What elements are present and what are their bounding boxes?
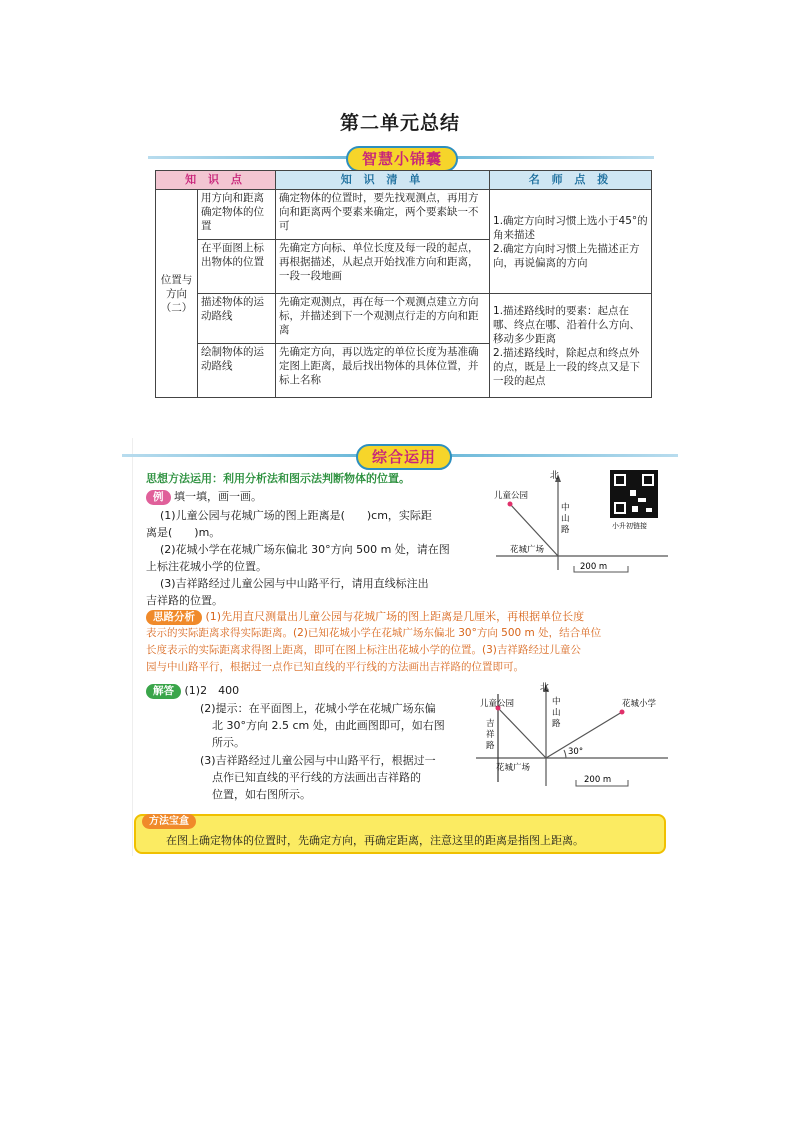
answer-1-text: (1)2 400 bbox=[184, 684, 240, 697]
answer-tag: 解答 bbox=[146, 684, 181, 699]
banner-title: 综合运用 bbox=[356, 444, 452, 470]
answer-1 bbox=[146, 682, 446, 699]
road-label: 中山路 bbox=[552, 697, 561, 729]
analysis-text: (1)先用直尺测量出儿童公园与花城广场的图上距离是几厘米，再根据单位长度 bbox=[205, 610, 585, 623]
page-title: 第二单元总结 bbox=[339, 112, 460, 134]
category-cell: 位置与方向（二） bbox=[156, 190, 198, 398]
example-text: 填一填，画一画。 bbox=[174, 490, 262, 503]
tip-cell: 1.描述路线时的要素：起点在哪、终点在哪、沿着什么方向、移动多少距离 2.描述路线时，除起点和终点外的点，既是上一段的终点又是下一段的起点 bbox=[490, 294, 652, 398]
content-cell: 先确定观测点，再在每一个观测点建立方向标，并描述到下一个观测点行走的方向和距离 bbox=[276, 294, 490, 344]
map-figure-1 bbox=[488, 470, 674, 582]
answer-line: 北 30°方向 2.5 cm 处，由此画图即可，如右图 bbox=[212, 719, 445, 732]
header-content: 知 识 清 单 bbox=[276, 171, 490, 190]
header-point: 知 识 点 bbox=[156, 171, 276, 190]
content-cell: 确定物体的位置时，要先找观测点，再用方向和距离两个要素来确定，两个要素缺一不可 bbox=[276, 190, 490, 240]
tip-cell: 1.确定方向时习惯上选小于45°的角来描述 2.确定方向时习惯上先描述正方向，再说偏离的方向 bbox=[490, 190, 652, 294]
content-cell: 先确定方向标、单位长度及每一段的起点，再根据描述，从起点开始找准方向和距离，一段一段地画 bbox=[276, 240, 490, 294]
example-intro bbox=[146, 488, 506, 505]
answer-line: (3)吉祥路经过儿童公园与中山路平行，根据过一 bbox=[200, 754, 436, 767]
question-1a: (1)儿童公园与花城广场的图上距离是( )cm，实际距 bbox=[160, 509, 432, 522]
scale-label: 200 m bbox=[584, 775, 612, 785]
scale-label: 200 m bbox=[580, 562, 608, 572]
answer-line: 位置，如右图所示。 bbox=[212, 788, 311, 801]
question-3b: 吉祥路的位置。 bbox=[146, 594, 223, 607]
road-label: 中山路 bbox=[561, 503, 570, 535]
method-tag: 方法宝盒 bbox=[142, 814, 196, 829]
answer-2 bbox=[200, 700, 490, 751]
question-2a: (2)花城小学在花城广场东偏北 30°方向 500 m 处，请在图 bbox=[160, 543, 450, 556]
school-label: 花城小学 bbox=[622, 699, 657, 709]
summary-table bbox=[155, 170, 652, 398]
answer-line: (2)提示：在平面图上，花城小学在花城广场东偏 bbox=[200, 702, 436, 715]
analysis-line: 长度表示的实际距离求得图上距离，即可在图上标注出花城小学的位置。(3)吉祥路经过儿童公 bbox=[146, 644, 581, 656]
header-tips: 名 师 点 拨 bbox=[490, 171, 652, 190]
park-label: 儿童公园 bbox=[494, 491, 529, 501]
analysis-line: 园与中山路平行，根据过一点作已知直线的平行线的方法画出吉祥路的位置即可。 bbox=[146, 661, 524, 673]
qr-caption: 小升初链接 bbox=[612, 522, 647, 530]
point-cell: 在平面图上标出物体的位置 bbox=[198, 240, 276, 294]
method-note: 在图上确定物体的位置时，先确定方向，再确定距离，注意这里的距离是指图上距离。 bbox=[166, 834, 584, 847]
question-3a: (3)吉祥路经过儿童公园与中山路平行，请用直线标注出 bbox=[160, 577, 429, 590]
example-tag: 例 bbox=[146, 490, 171, 505]
section1-banner bbox=[148, 146, 654, 172]
analysis-line bbox=[146, 608, 676, 625]
angle-label: 30° bbox=[568, 747, 584, 757]
content-cell: 先确定方向，再以选定的单位长度为基准确定图上距离，最后找出物体的具体位置，并标上名称 bbox=[276, 344, 490, 398]
table-row bbox=[156, 294, 652, 344]
answer-line: 点作已知直线的平行线的方法画出吉祥路的 bbox=[212, 771, 421, 784]
road2-label: 吉祥路 bbox=[486, 719, 495, 751]
park-dot bbox=[508, 502, 513, 507]
analysis-line: 表示的实际距离求得实际距离。(2)已知花城小学在花城广场东偏北 30°方向 500 m 处，结合单位 bbox=[146, 627, 602, 639]
square-label: 花城广场 bbox=[496, 763, 531, 773]
section2-banner bbox=[122, 444, 678, 470]
answer-line: 所示。 bbox=[212, 736, 245, 749]
school-dot bbox=[620, 710, 625, 715]
table-header-row bbox=[156, 171, 652, 190]
park-label: 儿童公园 bbox=[480, 699, 515, 709]
method-line: 思想方法运用：利用分析法和图示法判断物体的位置。 bbox=[146, 472, 410, 485]
point-cell: 绘制物体的运动路线 bbox=[198, 344, 276, 398]
method-box bbox=[134, 814, 666, 854]
park-line bbox=[498, 708, 546, 758]
north-label: 北 bbox=[550, 471, 560, 481]
question-2b: 上标注花城小学的位置。 bbox=[146, 560, 267, 573]
angle-arc bbox=[564, 750, 566, 758]
answer-3 bbox=[200, 752, 490, 803]
table-row bbox=[156, 190, 652, 240]
point-cell: 描述物体的运动路线 bbox=[198, 294, 276, 344]
square-label: 花城广场 bbox=[510, 545, 545, 555]
banner-title: 智慧小锦囊 bbox=[346, 146, 458, 172]
map-figure-2 bbox=[476, 682, 676, 792]
analysis-tag: 思路分析 bbox=[146, 610, 202, 625]
north-label: 北 bbox=[540, 683, 550, 693]
analysis-block bbox=[146, 608, 676, 676]
question-1b: 离是( )m。 bbox=[146, 526, 221, 539]
point-cell: 用方向和距离确定物体的位置 bbox=[198, 190, 276, 240]
